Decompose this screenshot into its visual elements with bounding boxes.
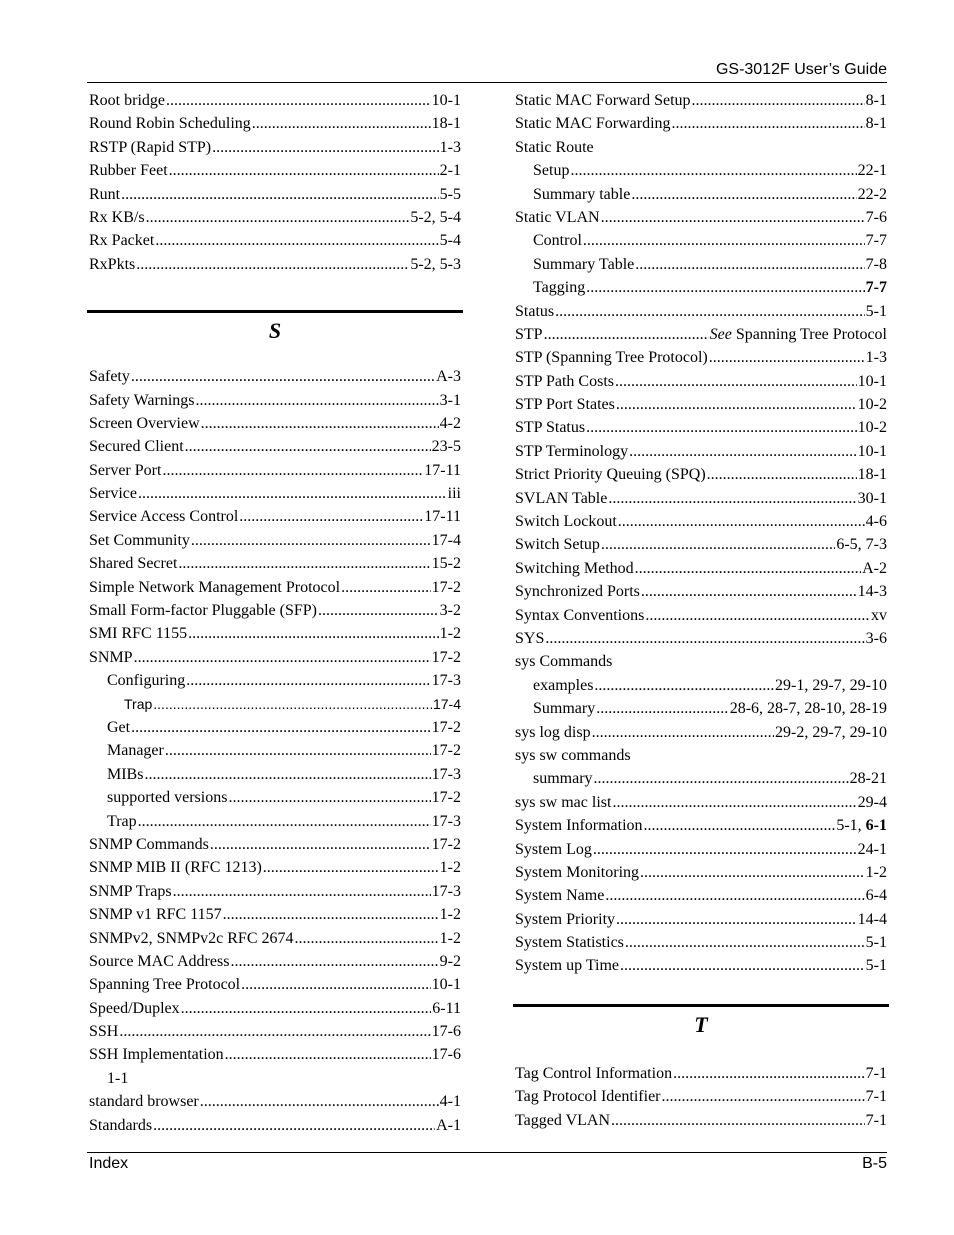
index-subentry: Summary ..... 28-6, 28-7, 28-10, 28-19: [515, 697, 887, 720]
index-entry: SNMPv2, SNMPv2c RFC 2674 ..... 1-2: [89, 927, 461, 950]
index-entry: System Name ..... 6-4: [515, 884, 887, 907]
index-entry: System Priority ..... 14-4: [515, 908, 887, 931]
index-entry: SSH ..... 17-6: [89, 1020, 461, 1043]
index-entry: Status ..... 5-1: [515, 300, 887, 323]
index-subentry: supported versions ..... 17-2: [89, 786, 461, 809]
index-subentry: Configuring ..... 17-3: [89, 669, 461, 692]
index-continuation: 1-1: [107, 1069, 129, 1087]
index-entry: Switching Method ..... A-2: [515, 557, 887, 580]
index-entry: STP Path Costs ..... 10-1: [515, 370, 887, 393]
index-entry: RxPkts ..... 5-2, 5-3: [89, 253, 461, 276]
index-entry: Tagged VLAN ..... 7-1: [515, 1109, 887, 1132]
index-entry: sys sw mac list ..... 29-4: [515, 791, 887, 814]
index-entry: Server Port ..... 17-11: [89, 459, 461, 482]
index-subentry: Tagging ..... 7-7: [515, 276, 887, 299]
index-entry: sys Commands: [515, 653, 613, 671]
index-entry: Standards ..... A-1: [89, 1114, 461, 1137]
index-entry: sys log disp ..... 29-2, 29-7, 29-10: [515, 721, 887, 744]
index-entry: Simple Network Management Protocol ..... 17-2: [89, 576, 461, 599]
index-entry: SNMP MIB II (RFC 1213) ..... 1-2: [89, 856, 461, 879]
section-heading-t: T: [694, 1011, 708, 1037]
index-entry: SYS ..... 3-6: [515, 627, 887, 650]
index-entry: sys sw commands: [515, 746, 631, 764]
index-entry: SSH Implementation ..... 17-6: [89, 1043, 461, 1066]
index-entry: SVLAN Table ..... 30-1: [515, 487, 887, 510]
index-subentry: Summary table ..... 22-2: [515, 183, 887, 206]
index-subentry: Get ..... 17-2: [89, 716, 461, 739]
index-entry: STP ..... See Spanning Tree Protocol: [515, 323, 887, 346]
index-entry: Syntax Conventions ..... xv: [515, 604, 887, 627]
index-entry: System Information ..... 5-1, 6-1: [515, 814, 887, 837]
index-entry: Rx Packet ..... 5-4: [89, 229, 461, 252]
index-subentry: Manager ..... 17-2: [89, 739, 461, 762]
footer-page-number: B-5: [862, 1155, 887, 1172]
section-heading-s: S: [268, 318, 282, 344]
index-entry: Rubber Feet ..... 2-1: [89, 159, 461, 182]
index-entry: Static MAC Forwarding ..... 8-1: [515, 112, 887, 135]
index-entry: STP Status ..... 10-2: [515, 416, 887, 439]
index-entry: Switch Setup ..... 6-5, 7-3: [515, 533, 887, 556]
index-entry: System Monitoring ..... 1-2: [515, 861, 887, 884]
index-column-right: [515, 89, 887, 1132]
index-entry: Strict Priority Queuing (SPQ) ..... 18-1: [515, 463, 887, 486]
index-entry: Runt ..... 5-5: [89, 183, 461, 206]
index-entry: SNMP Traps ..... 17-3: [89, 880, 461, 903]
index-entry: Secured Client ..... 23-5: [89, 435, 461, 458]
index-entry: SNMP Commands ..... 17-2: [89, 833, 461, 856]
index-entry: STP Port States ..... 10-2: [515, 393, 887, 416]
index-entry: Synchronized Ports ..... 14-3: [515, 580, 887, 603]
index-entry: standard browser ..... 4-1: [89, 1090, 461, 1113]
index-entry: Service Access Control ..... 17-11: [89, 505, 461, 528]
index-entry: SNMP ..... 17-2: [89, 646, 461, 669]
index-entry: Shared Secret ..... 15-2: [89, 552, 461, 575]
document-header-title: GS-3012F User’s Guide: [715, 61, 887, 78]
index-entry: Static Route: [515, 138, 594, 156]
index-subentry: Control ..... 7-7: [515, 229, 887, 252]
index-subentry: Summary Table ..... 7-8: [515, 253, 887, 276]
index-entry: Speed/Duplex ..... 6-11: [89, 997, 461, 1020]
index-entry: Tag Protocol Identifier ..... 7-1: [515, 1085, 887, 1108]
index-entry: Service ..... iii: [89, 482, 461, 505]
index-entry: Static MAC Forward Setup ..... 8-1: [515, 89, 887, 112]
header-rule: [87, 82, 887, 83]
index-subentry: Trap ..... 17-3: [89, 810, 461, 833]
index-entry: Static VLAN ..... 7-6: [515, 206, 887, 229]
index-entry: STP Terminology ..... 10-1: [515, 440, 887, 463]
index-entry: Screen Overview ..... 4-2: [89, 412, 461, 435]
index-entry: Set Community ..... 17-4: [89, 529, 461, 552]
index-subentry: Setup ..... 22-1: [515, 159, 887, 182]
index-entry: System Statistics ..... 5-1: [515, 931, 887, 954]
index-entry: STP (Spanning Tree Protocol) ..... 1-3: [515, 346, 887, 369]
index-column-left: [89, 89, 461, 1137]
index-subentry: summary ..... 28-21: [515, 767, 887, 790]
index-subentry: MIBs ..... 17-3: [89, 763, 461, 786]
index-subentry: Trap ..... 17-4: [89, 693, 461, 716]
index-entry: System Log ..... 24-1: [515, 838, 887, 861]
index-entry: Rx KB/s ..... 5-2, 5-4: [89, 206, 461, 229]
index-entry: Safety ..... A-3: [89, 365, 461, 388]
index-entry: Spanning Tree Protocol ..... 10-1: [89, 973, 461, 996]
index-entry: Tag Control Information ..... 7-1: [515, 1062, 887, 1085]
index-entry: Source MAC Address ..... 9-2: [89, 950, 461, 973]
index-subentry: examples ..... 29-1, 29-7, 29-10: [515, 674, 887, 697]
index-entry: System up Time ..... 5-1: [515, 954, 887, 977]
index-entry: Round Robin Scheduling ..... 18-1: [89, 112, 461, 135]
footer-rule: [87, 1152, 887, 1153]
footer-section-label: Index: [89, 1155, 129, 1172]
index-entry: RSTP (Rapid STP) ..... 1-3: [89, 136, 461, 159]
index-entry: Safety Warnings ..... 3-1: [89, 389, 461, 412]
index-entry: SMI RFC 1155 ..... 1-2: [89, 622, 461, 645]
index-entry: Switch Lockout ..... 4-6: [515, 510, 887, 533]
index-entry: Root bridge ..... 10-1: [89, 89, 461, 112]
index-entry: Small Form-factor Pluggable (SFP) ..... 3-2: [89, 599, 461, 622]
index-entry: SNMP v1 RFC 1157 ..... 1-2: [89, 903, 461, 926]
